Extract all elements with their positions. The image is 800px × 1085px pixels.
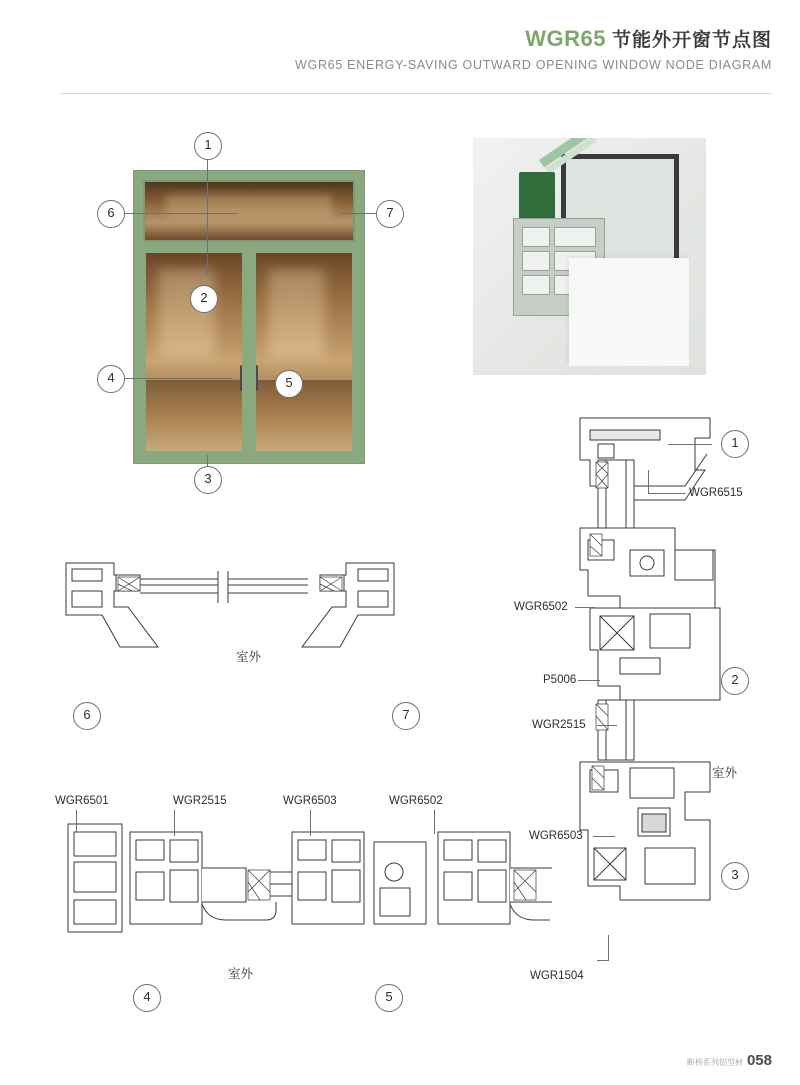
page-number: 058 bbox=[746, 1052, 772, 1069]
callout-marker-2: 2 bbox=[190, 285, 218, 313]
horizontal-section-67 bbox=[50, 555, 410, 665]
label-wgr2515: WGR2515 bbox=[173, 795, 227, 807]
leader-line-wgr2515 bbox=[174, 810, 175, 836]
label-wgr6502: WGR6502 bbox=[389, 795, 443, 807]
callout-marker-3: 3 bbox=[194, 466, 222, 494]
label-wgr1504: WGR1504 bbox=[530, 970, 584, 982]
profile-chamber bbox=[522, 251, 550, 271]
label-wgr6501: WGR6501 bbox=[55, 795, 109, 807]
label-wgr6503-right: WGR6503 bbox=[529, 830, 583, 842]
leader-line-1 bbox=[207, 155, 208, 275]
callout-marker-bottom-6: 6 bbox=[73, 702, 101, 730]
callout-marker-right-3: 3 bbox=[721, 862, 749, 890]
callout-marker-bottom-4: 4 bbox=[133, 984, 161, 1012]
leader-line-wgr6502 bbox=[434, 810, 435, 834]
callout-marker-right-1: 1 bbox=[721, 430, 749, 458]
label-wgr6502-right: WGR6502 bbox=[514, 601, 568, 613]
callout-marker-bottom-7: 7 bbox=[392, 702, 420, 730]
label-outdoor-bottom: 室外 bbox=[228, 967, 254, 981]
photo-white-panel bbox=[569, 258, 689, 366]
profile-chamber bbox=[522, 227, 550, 247]
callout-marker-4: 4 bbox=[97, 365, 125, 393]
window-transom-pane bbox=[143, 180, 355, 242]
profile-chamber bbox=[554, 227, 596, 247]
profile-chamber bbox=[522, 275, 550, 295]
label-wgr6515: WGR6515 bbox=[689, 487, 743, 499]
leader-line-wgr6515-h bbox=[648, 493, 686, 494]
window-handle-right bbox=[254, 365, 258, 391]
glass-reflection bbox=[268, 269, 326, 358]
header-divider bbox=[60, 93, 772, 94]
page-title-cn: 节能外开窗节点图 bbox=[611, 30, 772, 51]
window-handle-left bbox=[240, 365, 244, 391]
page-title-en: WGR65 bbox=[525, 26, 606, 51]
label-outdoor-top: 室外 bbox=[236, 650, 262, 664]
page-title bbox=[295, 24, 772, 53]
page-header bbox=[295, 24, 772, 72]
window-sash-group bbox=[143, 250, 355, 454]
product-photograph bbox=[473, 138, 706, 375]
label-p5006: P5006 bbox=[543, 674, 577, 686]
window-photograph bbox=[133, 170, 365, 464]
leader-line-wgr6503 bbox=[310, 810, 311, 836]
floor-reflection bbox=[146, 380, 242, 451]
page-subtitle: WGR65 ENERGY-SAVING OUTWARD OPENING WINDOW NODE DIAGRAM bbox=[295, 58, 772, 72]
callout-marker-right-2: 2 bbox=[721, 667, 749, 695]
leader-line-6 bbox=[123, 213, 238, 214]
glass-reflection bbox=[158, 269, 216, 358]
callout-marker-6: 6 bbox=[97, 200, 125, 228]
floor-reflection bbox=[256, 380, 352, 451]
leader-line-p5006 bbox=[578, 680, 600, 681]
leader-line-wgr2515r bbox=[597, 725, 617, 726]
leader-line-r1 bbox=[668, 444, 712, 445]
page-footer bbox=[687, 1052, 772, 1069]
label-outdoor-right: 室外 bbox=[712, 766, 738, 780]
label-wgr2515-right: WGR2515 bbox=[532, 719, 586, 731]
leader-line-wgr1504-v bbox=[608, 935, 609, 961]
callout-marker-5: 5 bbox=[275, 370, 303, 398]
label-wgr6503: WGR6503 bbox=[283, 795, 337, 807]
callout-marker-7: 7 bbox=[376, 200, 404, 228]
leader-line-4 bbox=[123, 378, 233, 379]
leader-line-wgr6515-v bbox=[648, 470, 649, 494]
leader-line-wgr6502r bbox=[575, 607, 595, 608]
window-sash-left bbox=[143, 250, 245, 454]
horizontal-section-45 bbox=[52, 812, 552, 952]
window-sash-right bbox=[253, 250, 355, 454]
leader-line-wgr6501 bbox=[76, 810, 77, 832]
photo-green-gasket bbox=[519, 172, 555, 220]
leader-line-wgr6503r bbox=[593, 836, 615, 837]
footer-brand: 断桥系列铝型材 bbox=[686, 1058, 743, 1067]
callout-marker-1: 1 bbox=[194, 132, 222, 160]
callout-marker-bottom-5: 5 bbox=[375, 984, 403, 1012]
